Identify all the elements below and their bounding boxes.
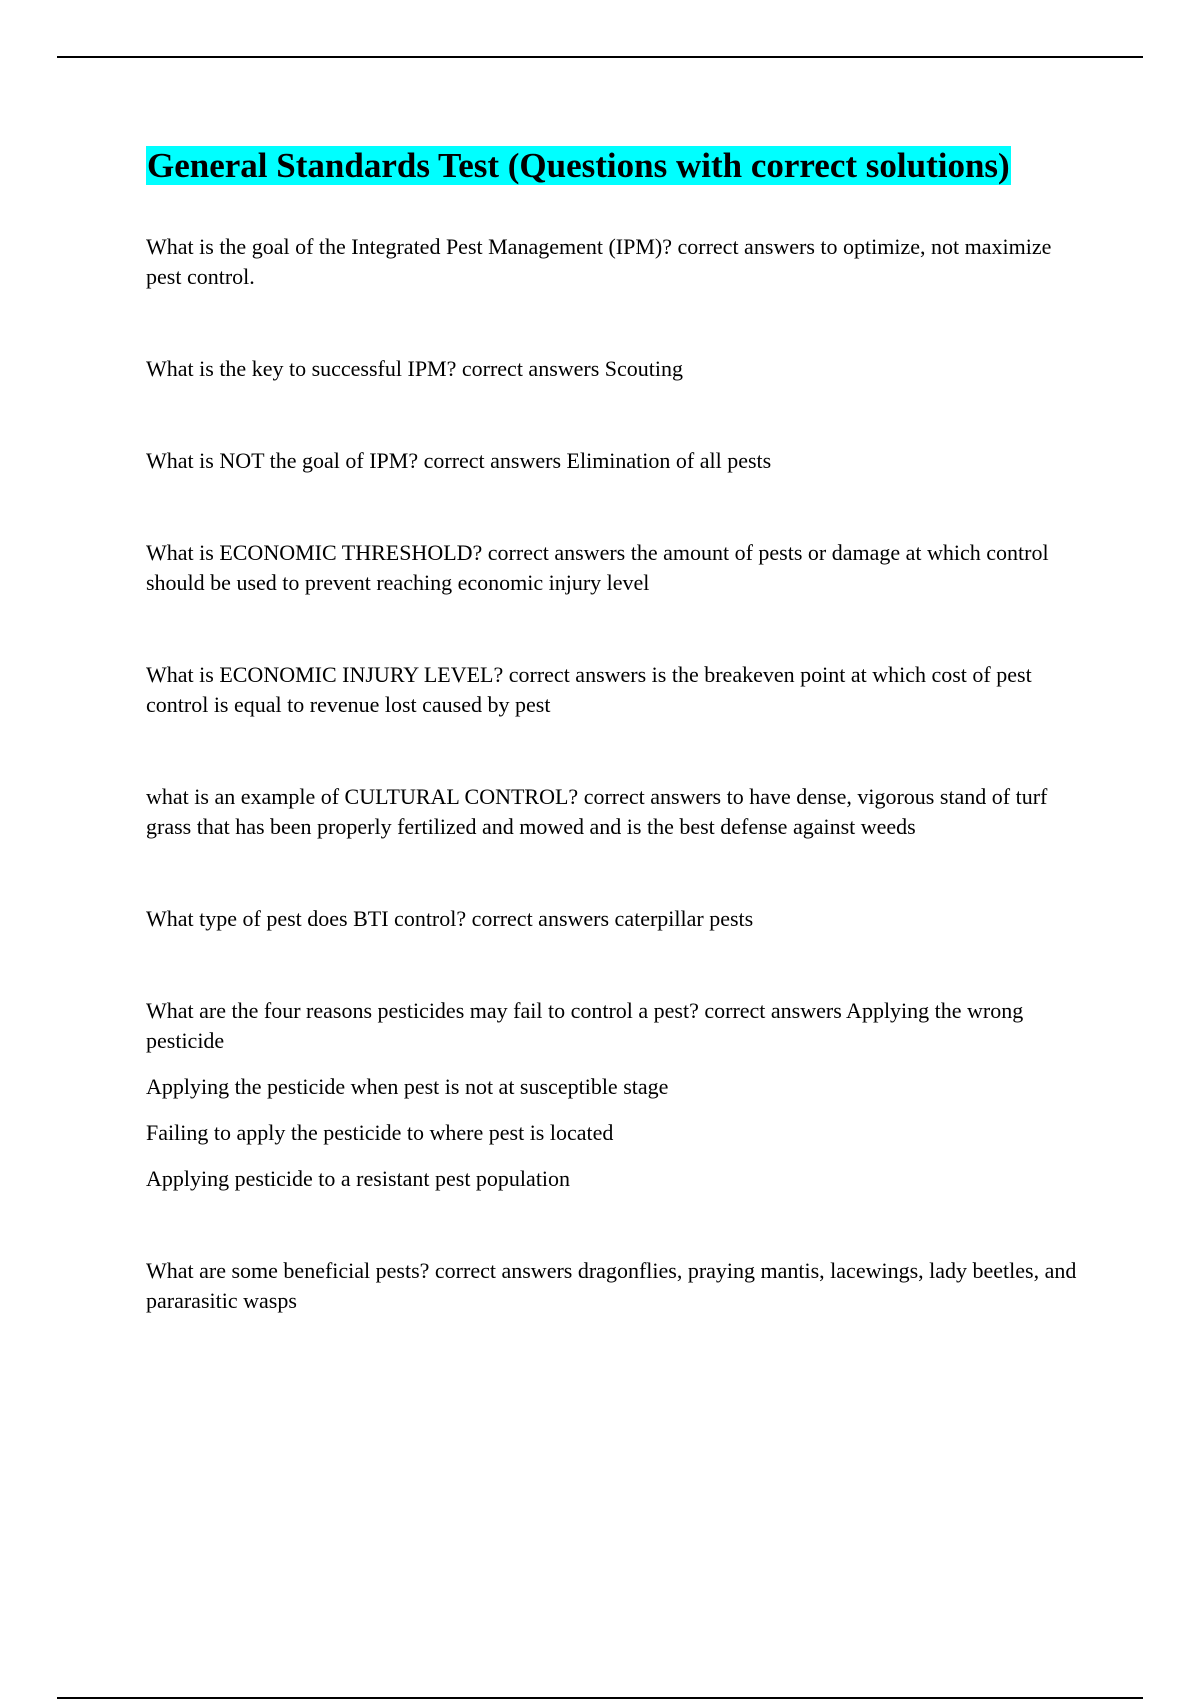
qa-text: What is NOT the goal of IPM? correct answers Elimination of all pests: [146, 448, 772, 473]
qa-text: what is an example of CULTURAL CONTROL? correct answers to have dense, vigorous stand of turf grass that has been properly fertilized and mowed and is the best defense against weeds: [146, 784, 1048, 839]
qa-answer-line: Applying pesticide to a resistant pest population: [146, 1166, 571, 1191]
qa-item: [146, 232, 1086, 292]
qa-text: What is the key to successful IPM? correct answers Scouting: [146, 356, 684, 381]
document-body: [146, 143, 1086, 1378]
header-rule: [57, 56, 1143, 58]
qa-text: What is ECONOMIC THRESHOLD? correct answers the amount of pests or damage at which control should be used to prevent reaching economic injury level: [146, 540, 1049, 595]
qa-text: What are some beneficial pests? correct answers dragonflies, praying mantis, lacewings, lady beetles, and pararasitic wasps: [146, 1258, 1077, 1313]
qa-item: [146, 782, 1086, 842]
qa-text: What type of pest does BTI control? correct answers caterpillar pests: [146, 906, 754, 931]
qa-item: [146, 996, 1086, 1194]
footer-rule: [57, 1697, 1143, 1699]
document-title-block: [146, 143, 1011, 189]
qa-item: [146, 660, 1086, 720]
qa-text: What are the four reasons pesticides may fail to control a pest? correct answers Applying the wrong pesticide: [146, 998, 1024, 1053]
qa-item: [146, 1256, 1086, 1316]
qa-answer-line: Failing to apply the pesticide to where pest is located: [146, 1120, 614, 1145]
qa-item: [146, 904, 1086, 934]
qa-item: [146, 538, 1086, 598]
qa-item: [146, 354, 1086, 384]
document-title: General Standards Test (Questions with correct solutions): [147, 146, 1010, 185]
qa-text: What is ECONOMIC INJURY LEVEL? correct answers is the breakeven point at which cost of pest control is equal to revenue lost caused by pest: [146, 662, 1032, 717]
qa-list: [146, 232, 1086, 1316]
qa-item: [146, 446, 1086, 476]
qa-answer-line: Applying the pesticide when pest is not at susceptible stage: [146, 1074, 669, 1099]
qa-text: What is the goal of the Integrated Pest Management (IPM)? correct answers to optimize, not maximize pest control.: [146, 234, 1052, 289]
